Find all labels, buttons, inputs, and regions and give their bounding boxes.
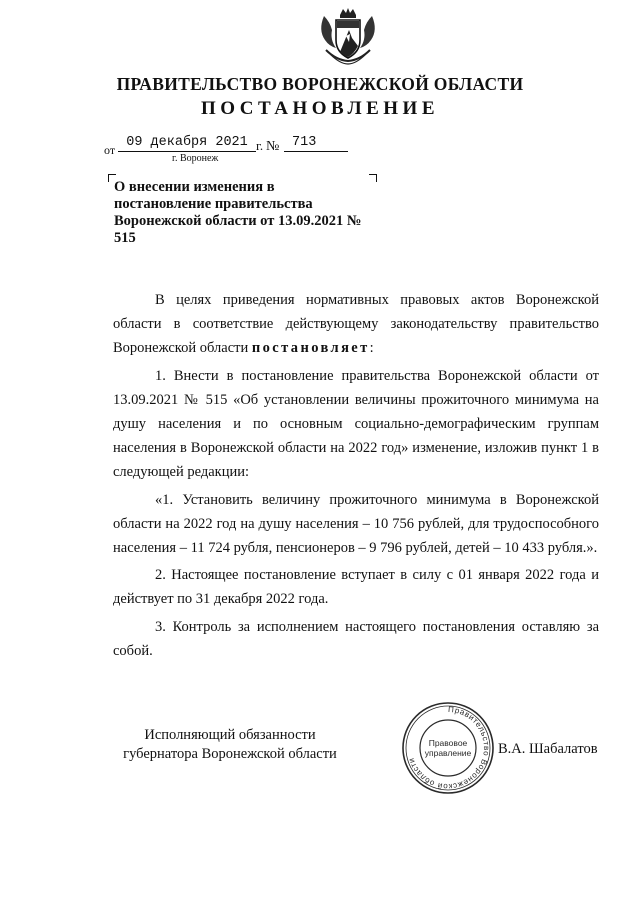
government-title: ПРАВИТЕЛЬСТВО ВОРОНЕЖСКОЙ ОБЛАСТИ (116, 74, 524, 94)
document-number: 713 (284, 135, 348, 152)
preamble-paragraph (113, 288, 599, 361)
year-suffix-label: г. (256, 138, 264, 153)
document-body (113, 288, 599, 666)
date-prefix-label: от (104, 143, 116, 157)
signatory-position-line1: Исполняющий обязанности (144, 727, 316, 743)
number-label: № (266, 139, 280, 154)
preamble-text: В целях приведения нормативных правовых актов Воронежской области в соответствие действующему законодательству правительство Воронежской области (113, 292, 599, 357)
resolves-word: постановляет (251, 340, 370, 357)
city-label: г. Воронеж (172, 153, 219, 164)
signatory-position (110, 726, 350, 764)
document-subject: О внесении изменения в постановление правительства Воронежской области от 13.09.2021 № 515 (114, 179, 362, 246)
quoted-clause-paragraph: «1. Установить величину прожиточного минимума в Воронежской области на 2022 год на душу населения – 10 756 рублей, для трудоспособного населения – 11 724 рубля, пенсионеров – 9 796 рублей, детей – 10 433 рубля.». (113, 491, 599, 557)
signatory-position-line2: губернатора Воронежской области (123, 746, 337, 762)
signatory-name: В.А. Шабалатов (498, 741, 598, 757)
stamp-ring-text: Правительство Воронежской области (406, 704, 492, 792)
stamp-center-line1: Правовое (428, 738, 468, 748)
preamble-colon: : (369, 340, 374, 357)
document-date: 09 декабря 2021 (118, 135, 256, 152)
document-type: ПОСТАНОВЛЕНИЕ (200, 98, 440, 119)
clause-1-paragraph: 1. Внести в постановление правительства Воронежской области от 13.09.2021 № 515 «Об установлении величины прожиточного минимума на душу населения и по основным социально-демографическим группам населения в Воронежской области на 2022 год» изменение, изложив пункт 1 в следующей редакции: (113, 367, 599, 481)
official-stamp-icon (400, 700, 496, 796)
coat-of-arms-icon (316, 6, 380, 68)
stamp-center-line2: управление (424, 748, 472, 758)
clause-2-paragraph: 2. Настоящее постановление вступает в силу с 01 января 2022 года и действует по 31 декабря 2022 года. (113, 567, 599, 608)
clause-3-paragraph: 3. Контроль за исполнением настоящего постановления оставляю за собой. (113, 618, 599, 659)
